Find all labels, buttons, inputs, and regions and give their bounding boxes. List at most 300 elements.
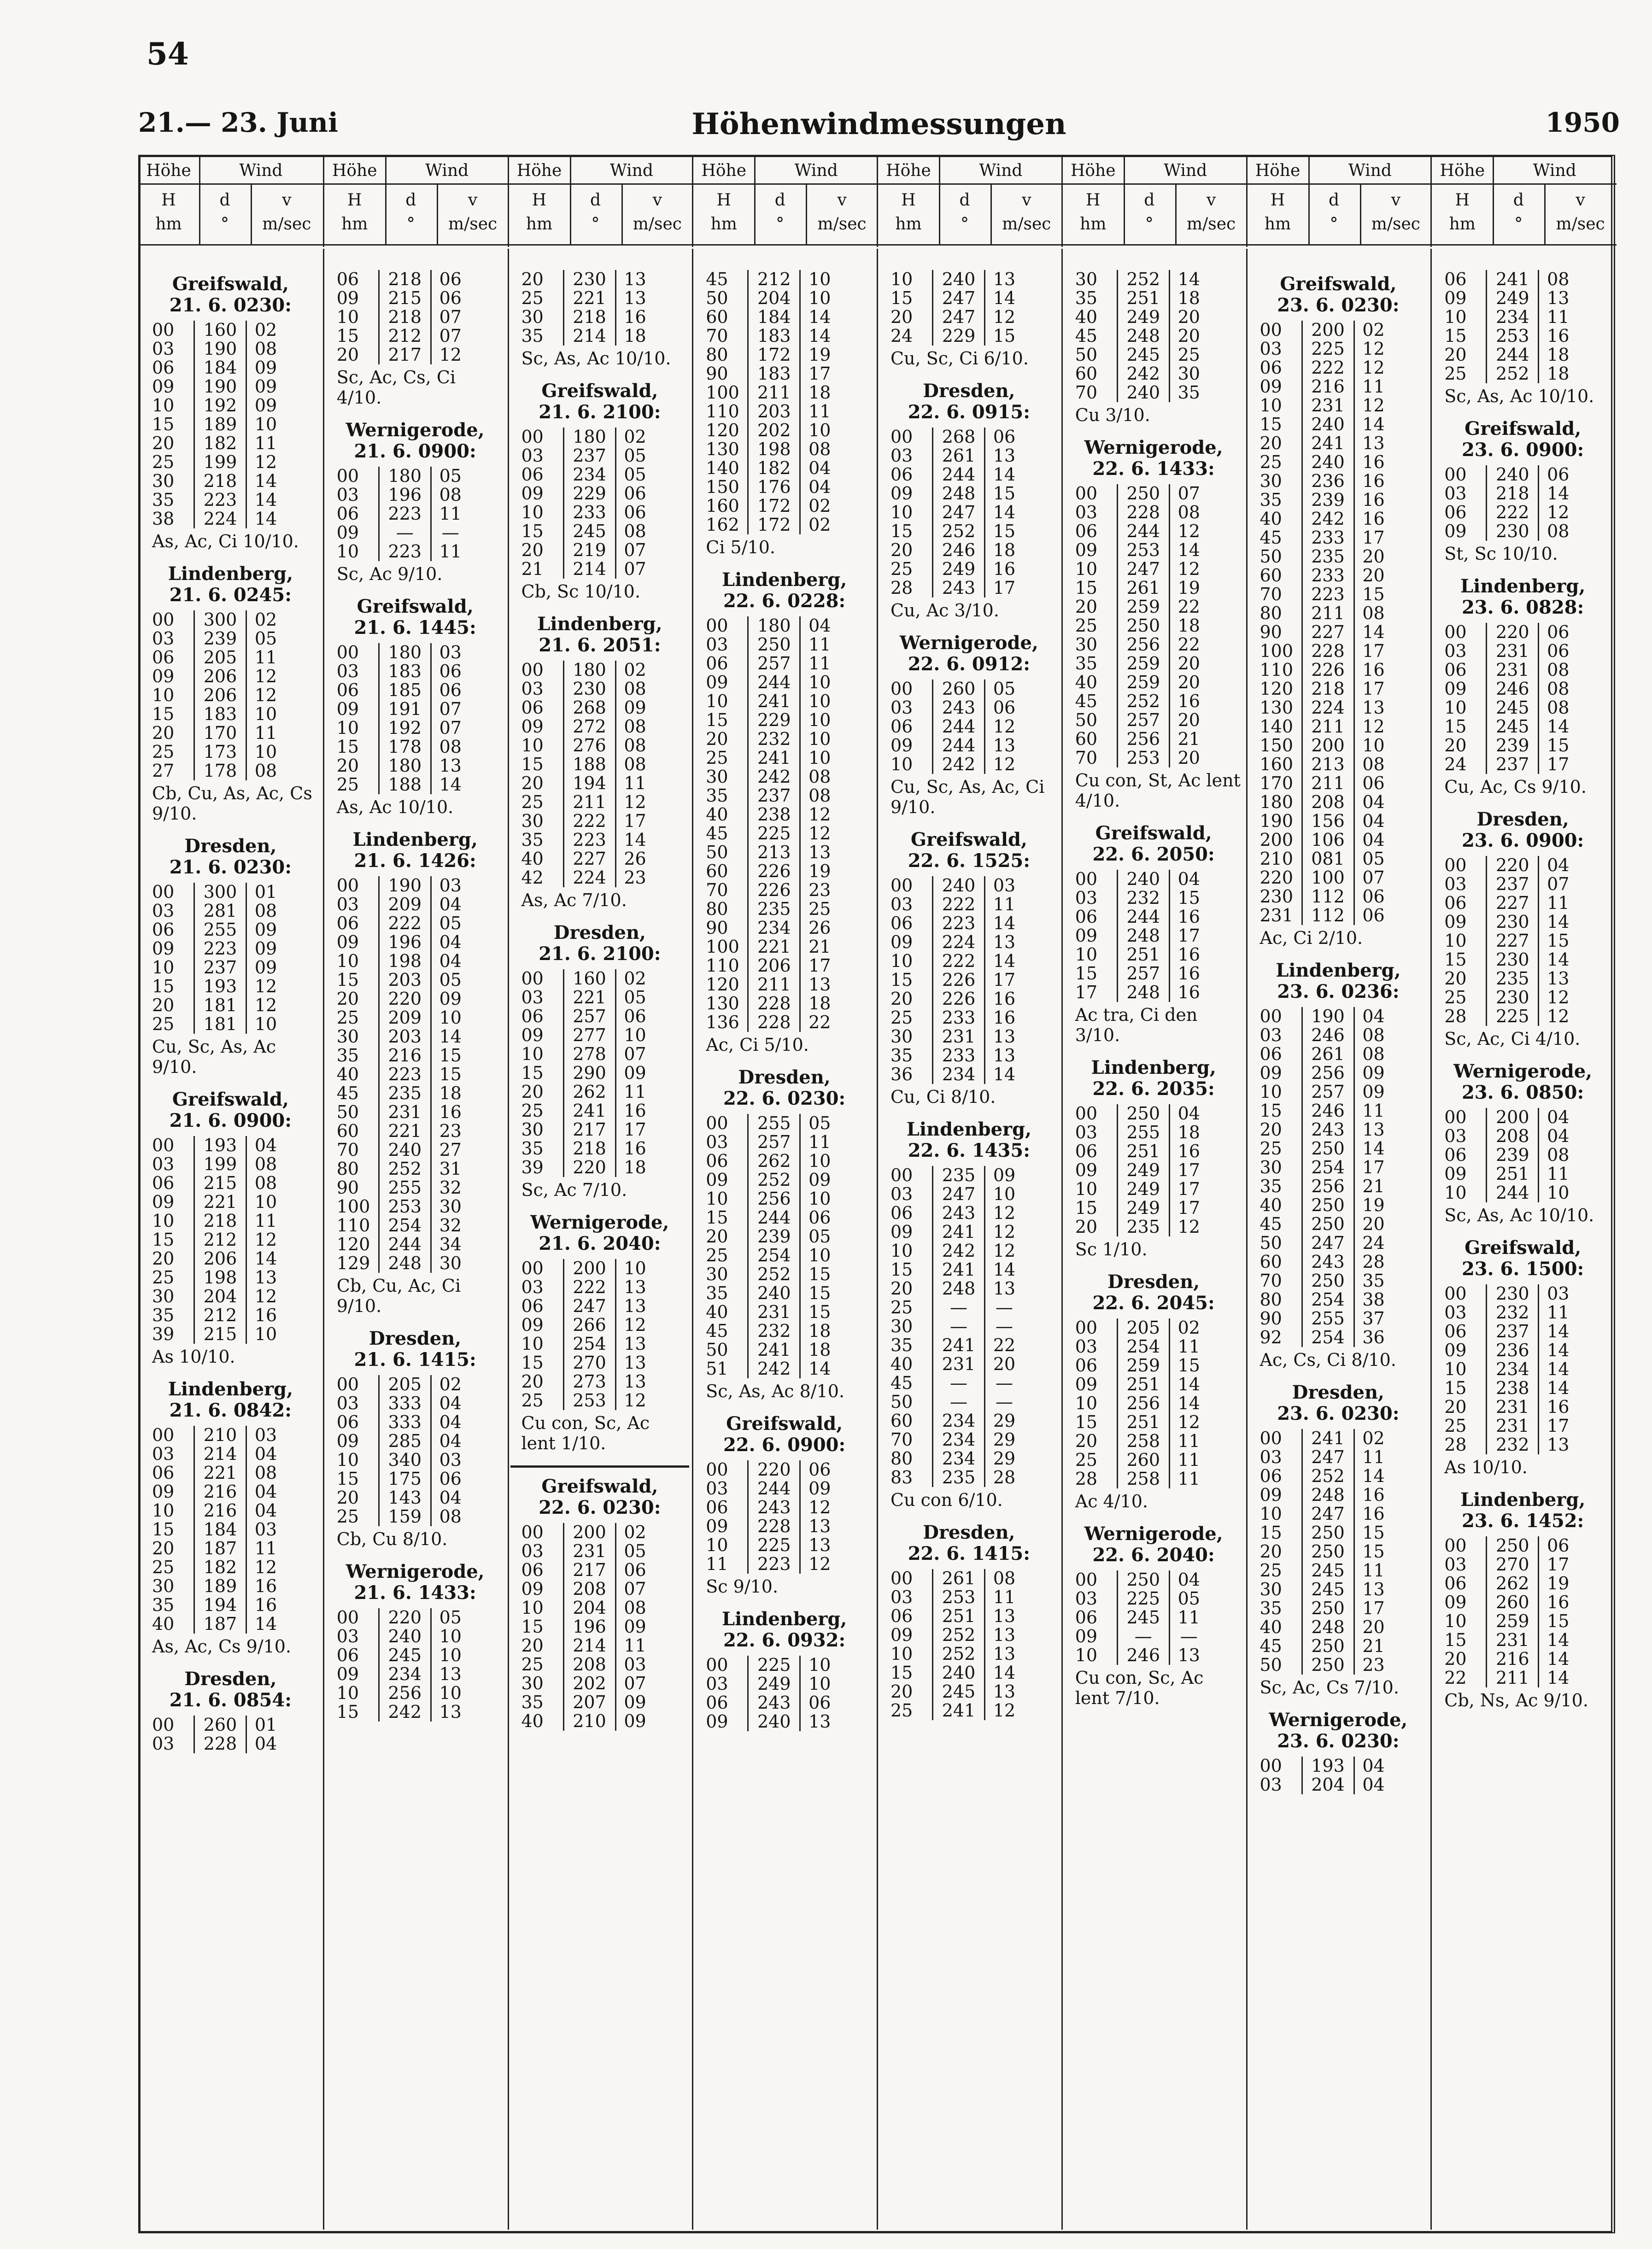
speed-cell: 17 [1547, 754, 1570, 774]
direction-cell: 259 [1117, 1356, 1169, 1375]
header-h: H [347, 191, 362, 210]
station-heading [697, 569, 872, 612]
direction-cell: 218 [1302, 679, 1354, 698]
station-block [881, 270, 1057, 369]
direction-cell: 230 [1487, 522, 1539, 541]
table-row [1257, 1523, 1393, 1542]
speed-cell: 06 [624, 483, 646, 504]
station-name: Dresden, [184, 835, 277, 857]
table-row [519, 1259, 654, 1278]
table-row [149, 396, 285, 415]
height-cell: 09 [152, 1482, 175, 1502]
speed-cell: 14 [1547, 1340, 1570, 1360]
height-cell: 25 [152, 742, 175, 762]
height-cell: 00 [336, 642, 359, 662]
speed-cell: 05 [1362, 849, 1385, 869]
direction-cell: 192 [194, 396, 246, 415]
direction-cell: 228 [1302, 642, 1354, 661]
height-cell: 03 [1260, 339, 1282, 359]
speed-cell: 18 [624, 326, 646, 346]
direction-cell: 244 [748, 1479, 800, 1498]
column-content [143, 265, 318, 1753]
table-row [1441, 327, 1577, 346]
direction-cell: 178 [379, 738, 431, 756]
speed-cell: 10 [993, 1184, 1016, 1204]
speed-cell: 12 [254, 1230, 277, 1250]
speed-cell: 17 [1362, 641, 1385, 661]
direction-cell: 242 [933, 755, 985, 774]
direction-cell: 221 [748, 937, 800, 956]
column-content [697, 265, 872, 1731]
header-divider [878, 244, 1063, 246]
height-cell: 03 [1444, 1302, 1467, 1323]
table-row [888, 990, 1023, 1008]
direction-cell: 227 [1487, 931, 1539, 950]
station-block [1435, 809, 1611, 1049]
height-cell: 20 [706, 1226, 728, 1247]
speed-cell: 03 [624, 1654, 646, 1675]
height-cell: 00 [521, 427, 544, 447]
direction-cell: 204 [563, 1599, 615, 1617]
table-row [703, 1265, 838, 1284]
direction-cell: 210 [563, 1712, 615, 1731]
table-row [519, 755, 654, 774]
speed-cell: 04 [1362, 830, 1385, 850]
table-row [149, 321, 285, 340]
station-name: Dresden, [923, 380, 1015, 402]
station-block [697, 1067, 872, 1401]
station-heading [1066, 823, 1242, 865]
height-cell: 35 [521, 326, 544, 346]
direction-cell: 285 [379, 1432, 431, 1451]
speed-cell: 10 [254, 1192, 277, 1212]
table-row [1072, 560, 1208, 579]
table-row [1072, 1646, 1208, 1665]
height-cell: 60 [1075, 729, 1098, 749]
table-row [334, 1684, 469, 1703]
speed-cell: 21 [808, 937, 831, 957]
height-cell: 03 [890, 1587, 913, 1607]
table-row [888, 876, 1023, 895]
direction-cell: 215 [194, 1325, 246, 1344]
direction-cell: 268 [563, 698, 615, 717]
direction-cell: 234 [933, 1411, 985, 1430]
direction-cell: 246 [1302, 1101, 1354, 1120]
direction-cell: 223 [379, 1065, 431, 1084]
table-row [1257, 1580, 1393, 1599]
year: 1950 [1545, 107, 1620, 138]
direction-cell: 211 [1487, 1669, 1539, 1687]
height-cell: 50 [706, 288, 728, 308]
direction-cell: 246 [1302, 1026, 1354, 1045]
header-column [692, 157, 878, 247]
header-h: H [716, 191, 731, 210]
direction-cell: 237 [748, 786, 800, 805]
speed-cell: 04 [439, 1488, 462, 1508]
direction-cell: 218 [563, 1139, 615, 1158]
cloud-note: As, Ac, Ci 10/10. [152, 531, 299, 551]
observation-time: 21. 6. 0230: [169, 856, 292, 878]
table-row [1072, 308, 1208, 327]
table-row [519, 1542, 654, 1561]
speed-cell: 10 [1362, 735, 1385, 756]
table-row [888, 541, 1023, 560]
height-cell: 45 [1260, 1214, 1282, 1234]
header-v: v [1391, 191, 1401, 210]
speed-cell: 04 [808, 615, 831, 636]
station-name: Wernigerode, [530, 1212, 669, 1233]
direction-cell: 202 [563, 1674, 615, 1693]
table-row [703, 1189, 838, 1208]
direction-cell: 100 [1302, 868, 1354, 887]
speed-cell: 13 [1362, 1119, 1385, 1140]
direction-cell: 234 [933, 1430, 985, 1449]
direction-cell: 220 [1487, 856, 1539, 875]
speed-cell: 10 [1547, 1183, 1570, 1203]
speed-cell: 11 [254, 1211, 277, 1231]
data-column [692, 249, 877, 2230]
height-cell: 10 [1444, 307, 1467, 327]
direction-cell: 257 [563, 1007, 615, 1026]
speed-cell: 11 [624, 1082, 646, 1102]
speed-cell: 15 [1362, 1541, 1385, 1562]
direction-cell: 233 [933, 1008, 985, 1027]
station-name: Greifswald, [1465, 1237, 1582, 1259]
direction-cell: 249 [748, 1675, 800, 1693]
speed-cell: 12 [993, 1241, 1016, 1261]
speed-cell: 08 [624, 735, 646, 756]
speed-cell: 15 [439, 1064, 462, 1084]
table-row [703, 497, 838, 515]
header-d: d [405, 191, 416, 210]
table-row [1257, 774, 1393, 793]
height-cell: 15 [1075, 1198, 1098, 1218]
speed-cell: 10 [808, 1151, 831, 1171]
table-row [1257, 358, 1393, 377]
speed-cell: 11 [1177, 1469, 1200, 1489]
direction-cell: 184 [194, 1520, 246, 1539]
height-cell: 20 [1444, 345, 1467, 365]
table-row [1072, 522, 1208, 541]
height-cell: 50 [336, 1102, 359, 1122]
speed-cell: 12 [993, 307, 1016, 327]
cloud-note: Cb, Cu 8/10. [336, 1529, 448, 1549]
station-heading [328, 1328, 503, 1370]
direction-cell: 231 [1487, 642, 1539, 661]
observation-table [334, 643, 469, 794]
table-row [334, 1197, 469, 1216]
speed-cell: 09 [624, 697, 646, 718]
cloud-note: Ac 4/10. [1075, 1491, 1148, 1511]
header-unit: m/sec [1002, 215, 1051, 234]
height-cell: 15 [152, 976, 175, 996]
table-row [1441, 1417, 1577, 1435]
direction-cell: 244 [748, 673, 800, 692]
speed-cell: 16 [624, 1138, 646, 1159]
direction-cell: 251 [1117, 1142, 1169, 1161]
table-row [703, 900, 838, 919]
table-row [1072, 926, 1208, 945]
table-row [703, 749, 838, 767]
table-row [334, 467, 469, 486]
direction-cell: 243 [933, 1204, 985, 1223]
speed-cell: 17 [1177, 1179, 1200, 1199]
observation-time: 23. 6. 0900: [1461, 830, 1584, 851]
table-row [519, 1372, 654, 1391]
height-cell: 10 [152, 1500, 175, 1521]
station-heading [1435, 1237, 1611, 1280]
direction-cell: 252 [1302, 1467, 1354, 1486]
speed-cell: 16 [1177, 1141, 1200, 1161]
direction-cell: 262 [748, 1152, 800, 1171]
header-hoehe: Höhe [146, 161, 191, 180]
speed-cell: 13 [993, 1644, 1016, 1664]
height-cell: 06 [1075, 1607, 1098, 1628]
table-row [1441, 931, 1577, 950]
table-row [1072, 889, 1208, 908]
table-row [519, 1523, 654, 1542]
direction-cell: 230 [563, 270, 615, 289]
table-row [888, 895, 1023, 914]
direction-cell: 250 [1302, 1542, 1354, 1561]
direction-cell: 182 [194, 1558, 246, 1577]
header-wind: Wind [1348, 161, 1392, 180]
speed-cell: 04 [254, 1500, 277, 1521]
speed-cell: 13 [993, 1606, 1016, 1626]
table-row [334, 933, 469, 952]
speed-cell: 14 [1547, 483, 1570, 504]
height-cell: 15 [890, 288, 913, 308]
table-row [703, 308, 838, 327]
height-cell: 03 [890, 1184, 913, 1204]
table-row [334, 681, 469, 700]
table-row [703, 1246, 838, 1265]
direction-cell: 230 [563, 679, 615, 698]
table-row [334, 1027, 469, 1046]
direction-cell: 203 [379, 971, 431, 990]
station-name: Greifswald, [910, 829, 1027, 850]
speed-cell: 05 [439, 466, 462, 486]
cloud-note: Cu, Sc, Ci 6/10. [890, 348, 1029, 369]
table-row [334, 1084, 469, 1103]
speed-cell: 04 [808, 477, 831, 497]
height-cell: 15 [336, 737, 359, 757]
speed-cell: 11 [439, 504, 462, 524]
height-cell: 09 [706, 1516, 728, 1536]
header-hm: hm [895, 215, 922, 234]
speed-cell: 32 [439, 1215, 462, 1236]
direction-cell: 211 [748, 383, 800, 402]
speed-cell: 05 [993, 679, 1016, 699]
table-row [703, 1536, 838, 1555]
observation-table [149, 1426, 285, 1634]
height-cell: 50 [706, 1340, 728, 1360]
speed-cell: 16 [1362, 660, 1385, 680]
direction-cell: 249 [933, 560, 985, 579]
speed-cell: 06 [808, 1693, 831, 1713]
table-row [334, 914, 469, 933]
direction-cell: 223 [933, 914, 985, 933]
height-cell: 25 [152, 1014, 175, 1034]
speed-cell: 06 [439, 661, 462, 681]
height-cell: 06 [1260, 357, 1282, 378]
speed-cell: 08 [808, 785, 831, 806]
speed-cell: 05 [808, 1226, 831, 1247]
table-row [1072, 964, 1208, 983]
direction-cell: 236 [1487, 1341, 1539, 1360]
table-row [1441, 1108, 1577, 1127]
direction-cell: 216 [1302, 377, 1354, 396]
height-cell: 10 [1075, 944, 1098, 965]
speed-cell: 06 [993, 697, 1016, 718]
direction-cell: 234 [379, 1665, 431, 1684]
table-row [1257, 415, 1393, 434]
direction-cell: 234 [748, 919, 800, 937]
table-row [1072, 346, 1208, 364]
observation-time: 23. 6. 1452: [1461, 1510, 1584, 1532]
height-cell: 10 [521, 735, 544, 756]
header-divider [138, 244, 323, 246]
speed-cell: 06 [624, 1006, 646, 1026]
table-row [888, 1027, 1023, 1046]
speed-cell: 12 [254, 995, 277, 1015]
header-wind: Wind [425, 161, 469, 180]
speed-cell: 14 [1177, 540, 1200, 560]
speed-cell: 11 [254, 433, 277, 453]
direction-cell: 218 [563, 308, 615, 327]
table-row [1257, 472, 1393, 491]
direction-cell: 268 [933, 428, 985, 446]
height-cell: 03 [890, 445, 913, 466]
speed-cell: 04 [439, 1393, 462, 1413]
table-row [149, 1212, 285, 1230]
height-cell: 10 [1075, 559, 1098, 579]
speed-cell: 28 [1362, 1252, 1385, 1272]
speed-cell: 17 [1177, 925, 1200, 946]
speed-cell: 07 [624, 559, 646, 579]
speed-cell: 11 [254, 723, 277, 743]
speed-cell: 20 [1362, 546, 1385, 567]
table-row [519, 1045, 654, 1064]
table-row [703, 654, 838, 673]
table-row [519, 446, 654, 465]
speed-cell: 14 [993, 1064, 1016, 1084]
speed-cell: 04 [1362, 1775, 1385, 1795]
table-row [703, 616, 838, 635]
speed-cell: 20 [1177, 710, 1200, 730]
header-hm: hm [1264, 215, 1291, 234]
direction-cell: 200 [563, 1259, 615, 1278]
table-row [519, 679, 654, 698]
table-row [703, 346, 838, 364]
speed-cell: 17 [808, 955, 831, 976]
height-cell: 45 [1075, 326, 1098, 346]
table-row [703, 994, 838, 1013]
direction-cell: 221 [379, 1122, 431, 1141]
speed-cell: 06 [1362, 773, 1385, 793]
height-cell: 35 [1260, 1176, 1282, 1196]
table-header [138, 157, 1615, 247]
direction-cell: 253 [379, 1197, 431, 1216]
height-cell: 09 [890, 1222, 913, 1242]
table-row [1441, 503, 1577, 522]
header-h: H [161, 191, 176, 210]
cloud-note: Cu con 6/10. [890, 1490, 1003, 1510]
height-cell: 10 [1075, 1179, 1098, 1199]
speed-cell: 16 [993, 1007, 1016, 1028]
height-cell: 25 [1260, 1560, 1282, 1581]
cloud-note: Sc 1/10. [1075, 1239, 1148, 1259]
direction-cell: 205 [379, 1375, 431, 1394]
table-row [1257, 434, 1393, 453]
speed-cell: — [441, 522, 459, 543]
direction-cell: 254 [1302, 1158, 1354, 1177]
speed-cell: 20 [1177, 672, 1200, 692]
height-cell: 06 [890, 1606, 913, 1626]
height-cell: 06 [1260, 1044, 1282, 1064]
height-cell: 120 [1260, 679, 1294, 699]
table-row [703, 786, 838, 805]
speed-cell: 08 [624, 521, 646, 541]
height-cell: 20 [890, 307, 913, 327]
header-hoehe: Höhe [332, 161, 377, 180]
cloud-note: Ac, Ci 2/10. [1260, 928, 1363, 948]
table-row [519, 1316, 654, 1335]
cloud-note: Sc, Ac, Cs, Ci 4/10. [336, 367, 456, 408]
table-row [1441, 270, 1577, 289]
height-cell: 10 [1260, 1082, 1282, 1102]
height-cell: 20 [152, 433, 175, 453]
table-row [334, 1451, 469, 1470]
speed-cell: 11 [808, 634, 831, 655]
direction-cell: 222 [563, 1278, 615, 1297]
speed-cell: 12 [1177, 559, 1200, 579]
header-deg: ° [591, 215, 600, 234]
table-row [1441, 522, 1577, 541]
height-cell: 20 [521, 540, 544, 560]
table-row [334, 971, 469, 990]
station-block [143, 1379, 318, 1657]
speed-cell: 13 [808, 1711, 831, 1732]
height-cell: 09 [336, 1431, 359, 1451]
station-heading [1435, 1061, 1611, 1103]
table-row [519, 868, 654, 887]
table-row [888, 736, 1023, 755]
direction-cell: 223 [379, 504, 431, 523]
speed-cell: 19 [1547, 1573, 1570, 1593]
speed-cell: 37 [1362, 1308, 1385, 1329]
speed-cell: 10 [808, 710, 831, 730]
table-row [149, 902, 285, 920]
speed-cell: 08 [1547, 660, 1570, 680]
table-row [1257, 661, 1393, 679]
direction-cell: 193 [194, 1136, 246, 1155]
column-content [328, 265, 503, 1722]
table-row [1257, 1158, 1393, 1177]
direction-cell: 237 [1487, 875, 1539, 894]
observation-time: 23. 6. 0230: [1277, 294, 1400, 316]
speed-cell: 13 [254, 1267, 277, 1288]
height-cell: 45 [1260, 1636, 1282, 1656]
direction-cell: 220 [379, 990, 431, 1008]
direction-cell: 203 [379, 1027, 431, 1046]
height-cell: 20 [890, 540, 913, 560]
observation-table [1441, 465, 1577, 541]
height-cell: 09 [1075, 1160, 1098, 1180]
station-name: Greifswald, [172, 1089, 289, 1110]
table-row [334, 643, 469, 662]
speed-cell: 13 [808, 974, 831, 995]
